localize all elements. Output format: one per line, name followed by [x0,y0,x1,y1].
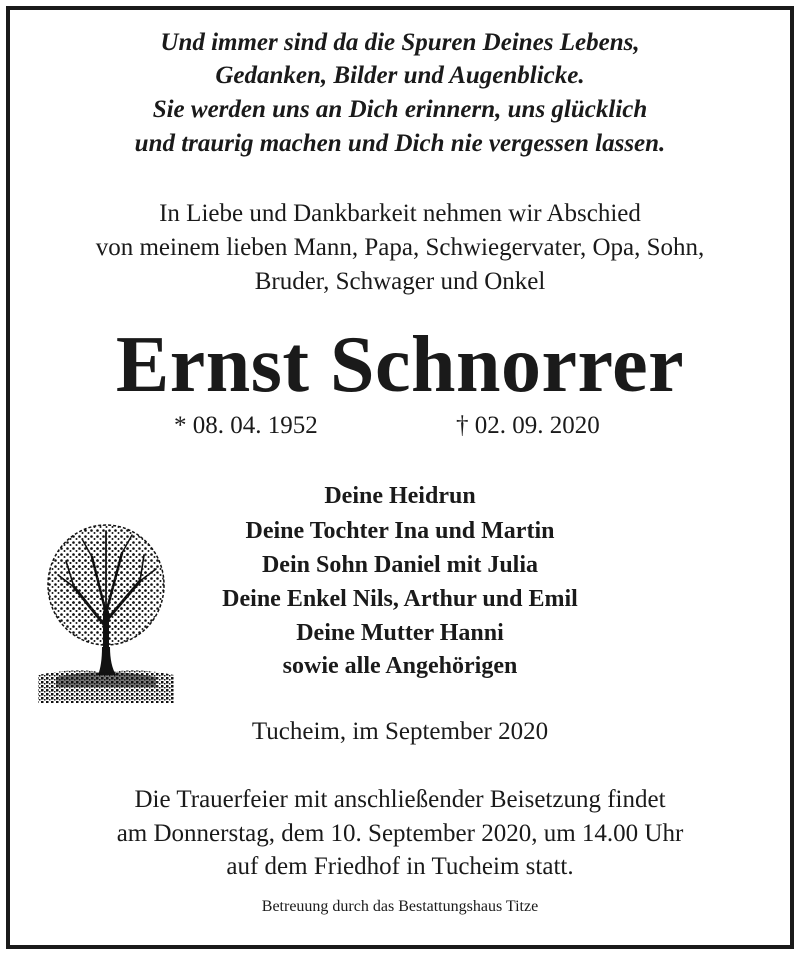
birth-date: * 08. 04. 1952 [174,412,318,439]
mourner-line-3: Dein Sohn Daniel mit Julia [261,552,539,578]
mourner-line-1: Deine Heidrun [324,483,476,509]
verse-line-3: Sie werden uns an Dich erinnern, uns glücklich [152,96,648,123]
place-date: Tucheim, im September 2020 [251,718,549,745]
death-date: † 02. 09. 2020 [456,412,600,439]
intro-line-2: von meinem lieben Mann, Papa, Schwiegervater, Opa, Sohn, [95,234,705,261]
verse-line-2: Gedanken, Bilder und Augenblicke. [215,62,585,89]
funeral-line-2: am Donnerstag, dem 10. September 2020, um 14.00 Uhr [116,820,684,847]
mourner-line-2: Deine Tochter Ina und Martin [245,518,555,544]
mourner-line-4: Deine Enkel Nils, Arthur und Emil [222,586,578,612]
deceased-name: Ernst Schnorrer [115,321,685,409]
funeral-line-1: Die Trauerfeier mit anschließender Beisetzung findet [134,786,666,813]
funeral-line-3: auf dem Friedhof in Tucheim statt. [226,853,574,880]
intro-line-1: In Liebe und Dankbarkeit nehmen wir Abschied [159,200,641,227]
intro-line-3: Bruder, Schwager und Onkel [254,268,546,295]
verse-line-1: Und immer sind da die Spuren Deines Lebens, [160,29,640,56]
verse-line-4: und traurig machen und Dich nie vergessen lassen. [134,130,666,157]
mourner-line-5: Deine Mutter Hanni [296,620,504,646]
mourner-line-6: sowie alle Angehörigen [282,653,518,679]
undertaker-credit: Betreuung durch das Bestattungshaus Titze [261,898,539,915]
